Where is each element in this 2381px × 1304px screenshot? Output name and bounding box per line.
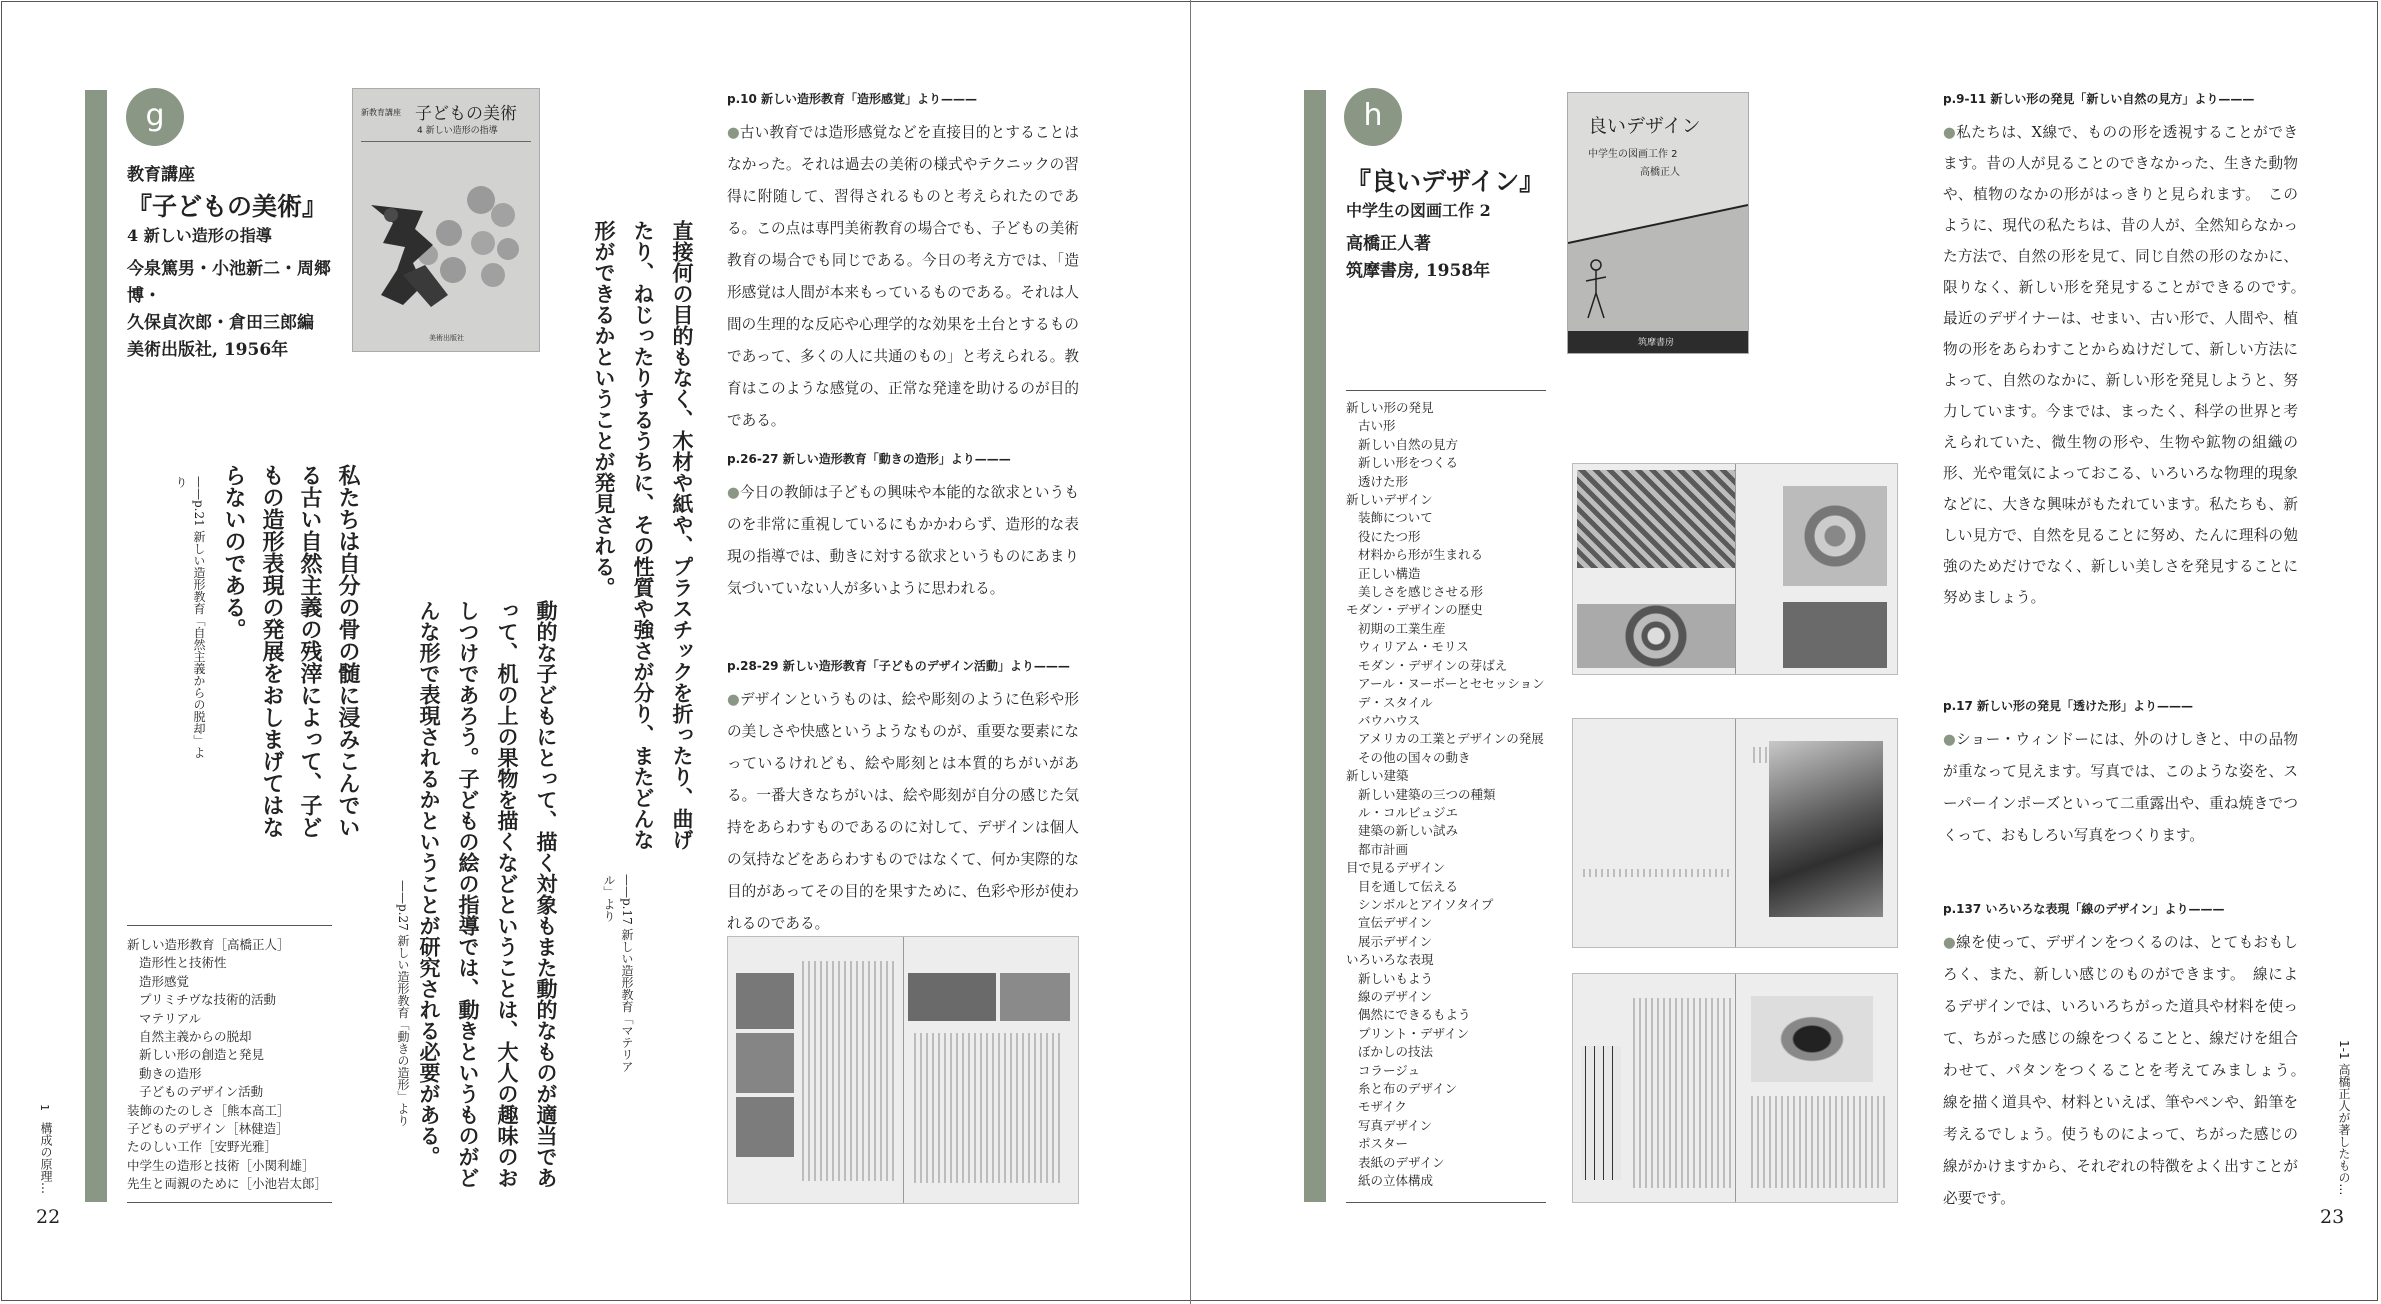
book-authors	[1346, 231, 1556, 285]
toc-item: モダン・デザインの歴史	[1346, 602, 1483, 618]
right-folio: 23	[2320, 1206, 2345, 1228]
excerpt-body: 線を使って、デザインをつくるのは、とてもおもしろく、また、新しい感じのものができます。 線によるデザインでは、いろいろちがった道具や材料を使って、ちがった感じの線をつくることと、線だけを組合わせて、パタンをつくることを考えてみましょう。 線を描く道具や、材料といえば、筆やペンや、鉛筆を考えるでしょう。使うものによって、ちがった感じの線がかけますから、それぞれの特徴をよく出すことが必要です。	[1943, 934, 2313, 1207]
toc-item: 新しいデザイン	[1346, 492, 1433, 508]
right-accent-bar	[1304, 90, 1326, 1202]
cover-series: 新教育講座	[361, 108, 401, 117]
right-book-cover	[1567, 92, 1749, 354]
book-subtitle: 4 新しい造形の指導	[127, 226, 272, 245]
right-spread-image-1	[1572, 463, 1898, 675]
quote-2-source: ——p.27 新しい造形教育「動きの造形」より	[396, 880, 410, 1127]
cover-subtitle: 中学生の図画工作 2	[1588, 149, 1678, 160]
quote-3: 直接何の目的もなく、木材や紙や、プラスチックを折ったり、曲げたり、ねじったりするうちに、その性質や強さが分り、またどんな形ができるかということが発見される。	[592, 220, 695, 850]
book-subtitle: 中学生の図画工作 2	[1346, 201, 1491, 220]
left-toc-top-rule	[127, 925, 332, 926]
left-badge: g	[126, 88, 184, 146]
toc-item: 都市計画	[1358, 841, 1409, 857]
left-toc	[127, 936, 337, 1194]
cover-title: 子どもの美術	[415, 104, 517, 124]
right-running-head: 1-1 高橋正人が著したもの…	[2337, 1040, 2351, 1196]
bullet-dot-icon: ●	[1943, 124, 1957, 141]
right-spread-image-2	[1572, 718, 1898, 948]
toc-item: アール・ヌーボーとセセッション	[1358, 676, 1545, 692]
right-excerpt-1	[1943, 90, 2313, 613]
toc-item: 新しい自然の見方	[1358, 436, 1459, 452]
left-toc-bottom-rule	[127, 1202, 332, 1203]
left-excerpt-1	[727, 90, 1079, 437]
toc-item: 目で見るデザイン	[1346, 860, 1446, 876]
excerpt-source: p.17 新しい形の発見「透けた形」より———	[1943, 699, 2194, 713]
toc-item: 役にたつ形	[1358, 528, 1421, 544]
toc-item: 偶然にできるもよう	[1358, 1007, 1471, 1023]
toc-item: 初期の工業生産	[1358, 620, 1446, 636]
excerpt-source: p.28-29 新しい造形教育「子どものデザイン活動」より———	[727, 659, 1070, 673]
toc-item: 子どものデザイン［林健造］	[127, 1121, 289, 1137]
left-spread-image	[727, 936, 1079, 1204]
left-excerpt-3	[727, 657, 1079, 940]
quote-1: 私たちは自分の骨の髄に浸みこんでいる古い自然主義の残滓によって、子どもの造形表現の発展をおしまげてはならないのである。	[221, 464, 361, 838]
toc-item: 古い形	[1358, 418, 1396, 434]
toc-item: 写真デザイン	[1358, 1117, 1433, 1133]
book-title: 『良いデザイン』	[1346, 167, 1545, 196]
cover-author: 高橋正人	[1640, 167, 1680, 178]
cover-publisher: 筑摩書房	[1638, 338, 1675, 348]
toc-item: シンボルとアイソタイプ	[1358, 896, 1494, 912]
book-title: 『子どもの美術』	[127, 192, 328, 221]
right-toc-bottom-rule	[1346, 1202, 1546, 1203]
excerpt-body: ショー・ウィンドーには、外のけしきと、中の品物が重なって見えます。写真では、このような姿を、スーパーインポーズといって二重露出や、重ね焼きでつくって、おもしろい写真をつくります。	[1943, 731, 2298, 844]
toc-item: 先生と両親のために［小池岩太郎］	[127, 1176, 328, 1192]
toc-item: ウィリアム・モリス	[1358, 639, 1469, 655]
toc-item: 美しさを感じさせる形	[1358, 584, 1484, 600]
toc-item: 自然主義からの脱却	[139, 1029, 252, 1045]
toc-item: 装飾のたのしさ［熊本高工］	[127, 1102, 290, 1118]
toc-item: バウハウス	[1358, 712, 1421, 728]
cover-subtitle: 4 新しい造形の指導	[417, 126, 498, 136]
toc-item: モダン・デザインの芽ばえ	[1358, 657, 1508, 673]
quote-3-source: ——p.17 新しい造形教育「マテリアル」より	[602, 874, 634, 1073]
toc-item: たのしい工作［安野光雅］	[127, 1139, 278, 1155]
toc-item: 新しい建築の三つの種類	[1358, 786, 1496, 802]
book-publisher: 美術出版社, 1956年	[127, 340, 289, 360]
toc-item: 材料から形が生まれる	[1358, 547, 1484, 563]
left-book-info	[127, 160, 337, 364]
toc-item: 線のデザイン	[1358, 989, 1433, 1004]
book-label: 教育講座	[127, 165, 195, 185]
cover-graphic	[1568, 93, 1748, 353]
toc-item: 透けた形	[1358, 473, 1409, 489]
right-excerpt-3	[1943, 900, 2313, 1215]
left-book-cover	[352, 88, 540, 352]
excerpt-body: 私たちは、X線で、ものの形を透視することができます。昔の人が見ることのできなかった、生きた動物や、植物のなかの形がはっきりと見られます。 このように、現代の私たちは、昔の人が、全然知らなかった方法で、自然の形を見て、同じ自然の形のなかに、限りなく、新しい形を発見することができるのです。 最近のデザイナーは、せまい、古い形で、人間や、植物の形をあらわすことからぬけだして、新しい方法によって、自然のなかに、新しい形を発見しようと、努力しています。今までは、まったく、科学の世界と考えられていた、微生物の形や、生物や鉱物の組織の形、光や電気によっておこる、いろいろな物理的現象などに、大きな興味がもたれています。私たちも、新しい見方で、自然を見ることに努め、たんに理科の勉強のためだけでなく、新しい美しさを発見することに努めましょう。	[1943, 124, 2313, 606]
spine-gutter	[1190, 0, 1191, 1304]
excerpt-source: p.9-11 新しい形の発見「新しい自然の見方」より———	[1943, 92, 2255, 106]
left-excerpt-2	[727, 450, 1079, 605]
toc-item: 表紙のデザイン	[1358, 1154, 1445, 1170]
toc-item: ポスター	[1358, 1136, 1409, 1152]
book-author: 高橋正人著	[1346, 234, 1431, 254]
toc-item: モザイク	[1358, 1099, 1407, 1115]
bullet-dot-icon: ●	[727, 691, 740, 708]
toc-item: 造形感覚	[139, 973, 190, 989]
book-authors-line2: 久保貞次郎・倉田三郎編	[127, 313, 314, 333]
toc-item: 目を通して伝える	[1358, 878, 1459, 894]
bullet-dot-icon: ●	[727, 124, 740, 141]
toc-item: 紙の立体構成	[1358, 1173, 1434, 1189]
toc-item: 新しい形をつくる	[1358, 455, 1459, 471]
quote-1-source: ——p.21 新しい造形教育「自然主義からの脱却」より	[174, 476, 206, 759]
toc-item: ル・コルビュジエ	[1358, 804, 1459, 820]
right-spread-image-3	[1572, 973, 1898, 1203]
excerpt-source: p.137 いろいろな表現「線のデザイン」より———	[1943, 902, 2225, 916]
toc-item: 展示デザイン	[1358, 933, 1433, 949]
toc-item: マテリアル	[139, 1010, 202, 1026]
excerpt-body: 古い教育では造形感覚などを直接目的とすることはなかった。それは過去の美術の様式やテクニックの習得に附随して、習得されるものと考えられたのである。この点は専門美術教育の場合でも、子どもの美術教育の場合でも同じである。今日の考え方では、「造形感覚は人間が本来もっているものである。それは人間の生理的な反応や心理学的な効果を土台とするものであって、多くの人に共通のもの」と考えられる。教育はこのような感覚の、正常な発達を助けるのが目的である。	[727, 124, 1079, 429]
toc-item: その他の国々の動き	[1358, 749, 1471, 765]
toc-item: いろいろな表現	[1346, 952, 1434, 968]
book-authors-line1: 今泉篤男・小池新二・周郷博・	[127, 259, 331, 306]
left-running-number: 1	[38, 1104, 51, 1111]
toc-item: プリミチヴな技術的活動	[139, 992, 277, 1008]
left-accent-bar	[85, 90, 107, 1202]
left-running-head: 構成の原理…	[39, 1122, 53, 1194]
bullet-dot-icon: ●	[1943, 731, 1957, 748]
right-toc	[1346, 399, 1556, 1190]
toc-item: 新しい建築	[1346, 768, 1409, 784]
bullet-dot-icon: ●	[727, 484, 740, 501]
toc-item: 装飾について	[1358, 510, 1433, 526]
toc-item: ぼかしの技法	[1358, 1044, 1434, 1060]
excerpt-body: デザインというものは、絵や彫刻のように色彩や形の美しさや快感というようなものが、重要な要素になっているけれども、絵や彫刻とは本質的ちがいがある。一番大きなちがいは、絵や彫刻が自分の感じた気持をあらわすものであるのに対して、デザインは個人の気持などをあらわすものではなくて、何か実際的な目的があってその目的を果すために、色彩や形が使われるのである。	[727, 691, 1079, 932]
cover-title: 良いデザイン	[1588, 115, 1701, 137]
toc-item: 宣伝デザイン	[1358, 915, 1433, 931]
book-authors	[127, 256, 337, 364]
excerpt-source: p.26-27 新しい造形教育「動きの造形」より———	[727, 452, 1011, 466]
right-badge: h	[1344, 88, 1402, 146]
toc-item: 新しい形の創造と発見	[139, 1047, 265, 1063]
toc-item: 動きの造形	[139, 1065, 202, 1081]
book-publisher: 筑摩書房, 1958年	[1346, 261, 1491, 281]
left-folio: 22	[36, 1206, 61, 1228]
toc-item: プリント・デザイン	[1358, 1025, 1470, 1041]
right-excerpt-2	[1943, 697, 2298, 852]
bullet-dot-icon: ●	[1943, 934, 1957, 951]
toc-item: 新しい形の発見	[1346, 400, 1434, 415]
toc-item: 糸と布のデザイン	[1358, 1081, 1458, 1097]
right-book-info	[1346, 160, 1556, 285]
excerpt-body: 今日の教師は子どもの興味や本能的な欲求というものを非常に重視しているにもかかわらず、造形的な表現の指導では、動きに対する欲求というものにあまり気づいていない人が多いように思われる。	[727, 484, 1079, 597]
excerpt-source: p.10 新しい造形教育「造形感覚」より———	[727, 92, 978, 106]
quote-2: 動的な子どもにとって、描く対象もまた動的なものが適当であって、机の上の果物を描くなどということは、大人の趣味のおしつけであろう。子どもの絵の指導では、動きというものがどんな形で表現されるかということが研究される必要がある。	[417, 600, 559, 1188]
toc-item: 子どものデザイン活動	[139, 1084, 264, 1100]
toc-item: 造形性と技術性	[139, 955, 227, 971]
toc-item: 中学生の造形と技術［小関利雄］	[127, 1157, 315, 1173]
toc-item: コラージュ	[1358, 1062, 1421, 1078]
cover-illustration	[353, 145, 539, 320]
toc-item: アメリカの工業とデザインの発展	[1358, 731, 1544, 747]
toc-item: 正しい構造	[1358, 565, 1421, 581]
toc-item: 新しい造形教育［高橋正人］	[127, 937, 290, 952]
right-toc-top-rule	[1346, 390, 1546, 391]
toc-item: 建築の新しい試み	[1358, 823, 1459, 839]
toc-item: 新しいもよう	[1358, 970, 1434, 986]
toc-item: デ・スタイル	[1358, 694, 1433, 710]
cover-publisher: 美術出版社	[429, 334, 464, 342]
